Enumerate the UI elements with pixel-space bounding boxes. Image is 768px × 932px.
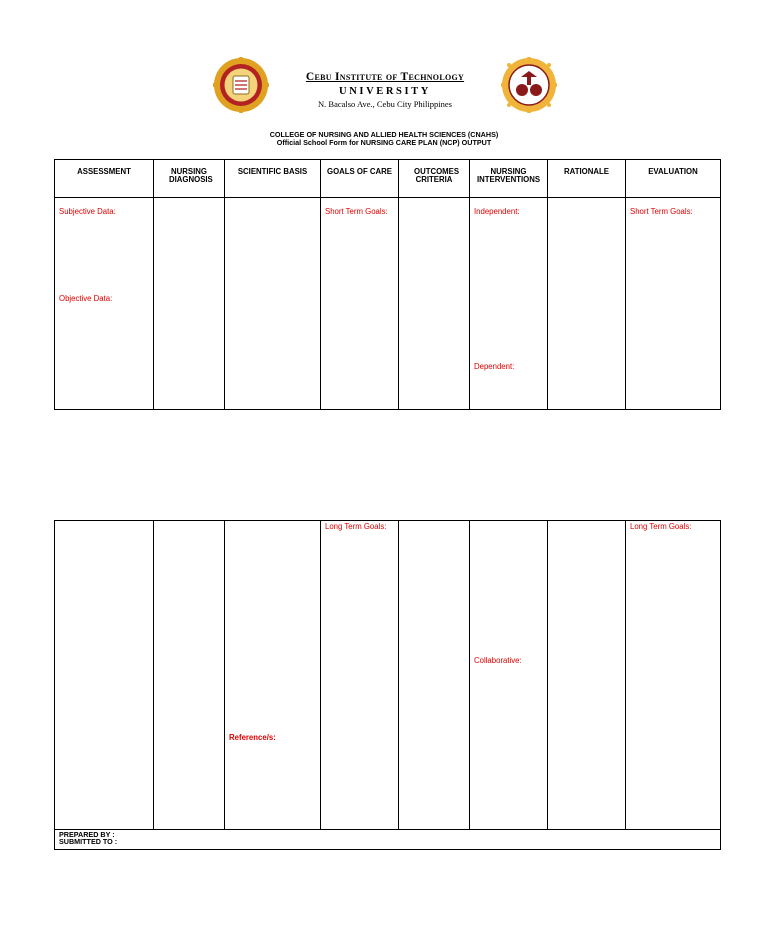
cell-goals-of-care-2[interactable] <box>321 521 399 830</box>
cell-nursing-diagnosis-2[interactable] <box>154 521 225 830</box>
cell-evaluation-2[interactable] <box>626 521 721 830</box>
references-label: Reference/s: <box>229 733 276 742</box>
cell-rationale-2[interactable] <box>548 521 626 830</box>
col-rationale: RATIONALE <box>548 160 626 198</box>
objective-data-label: Objective Data: <box>59 294 113 303</box>
submitted-to-label: SUBMITTED TO : <box>59 837 118 847</box>
long-term-goals-label: Long Term Goals: <box>325 522 387 531</box>
ncp-table-page2 <box>54 520 721 850</box>
cell-nursing-interventions-2[interactable] <box>470 521 548 830</box>
col-nursing-diagnosis <box>154 160 225 198</box>
dependent-label: Dependent: <box>474 362 515 371</box>
signature-row[interactable] <box>55 830 721 850</box>
col-goals-of-care: GOALS OF CARE <box>321 160 399 198</box>
cell-assessment-2[interactable] <box>55 521 154 830</box>
col-outcomes-criteria-label: OUTCOMES CRITERIA <box>414 167 460 184</box>
cell-outcomes-criteria-2[interactable] <box>399 521 470 830</box>
cell-nursing-diagnosis[interactable] <box>154 198 225 410</box>
signature-labels <box>55 830 720 846</box>
cell-scientific-basis[interactable] <box>225 198 321 410</box>
cell-assessment[interactable] <box>55 198 154 410</box>
cell-goals-of-care[interactable] <box>321 198 399 410</box>
form-heading <box>150 131 618 147</box>
university-subtitle: UNIVERSITY <box>339 86 431 97</box>
university-address: N. Bacalso Ave., Cebu City Philippines <box>318 99 452 109</box>
subjective-data-label: Subjective Data: <box>59 207 116 216</box>
cell-scientific-basis-2[interactable] <box>225 521 321 830</box>
collaborative-label: Collaborative: <box>474 656 522 665</box>
form-title: Official School Form for NURSING CARE PLAN (NCP) OUTPUT <box>276 138 492 147</box>
university-name: Cebu Institute of Technology <box>305 71 465 83</box>
eval-short-term-goals-label: Short Term Goals: <box>630 207 693 216</box>
cnahs-seal-right-icon <box>501 57 557 113</box>
ncp-table-page1 <box>54 159 721 410</box>
col-nursing-interventions: NURSING INTERVENTIONS <box>470 160 548 198</box>
eval-long-term-goals-label: Long Term Goals: <box>630 522 692 531</box>
col-scientific-basis: SCIENTIFIC BASIS <box>225 160 321 198</box>
cell-rationale[interactable] <box>548 198 626 410</box>
col-evaluation: EVALUATION <box>626 160 721 198</box>
col-assessment: ASSESSMENT <box>55 160 154 198</box>
short-term-goals-label: Short Term Goals: <box>325 207 388 216</box>
independent-label: Independent: <box>474 207 520 216</box>
cell-nursing-interventions[interactable] <box>470 198 548 410</box>
college-name: COLLEGE OF NURSING AND ALLIED HEALTH SCIENCES (CNAHS) <box>269 130 499 139</box>
col-outcomes-criteria <box>399 160 470 198</box>
cit-seal-left-icon <box>213 57 269 113</box>
col-nursing-diagnosis-label: NURSING DIAGNOSIS <box>169 167 213 184</box>
prepared-by-label: PREPARED BY : <box>59 830 115 839</box>
cell-outcomes-criteria[interactable] <box>399 198 470 410</box>
cell-evaluation[interactable] <box>626 198 721 410</box>
